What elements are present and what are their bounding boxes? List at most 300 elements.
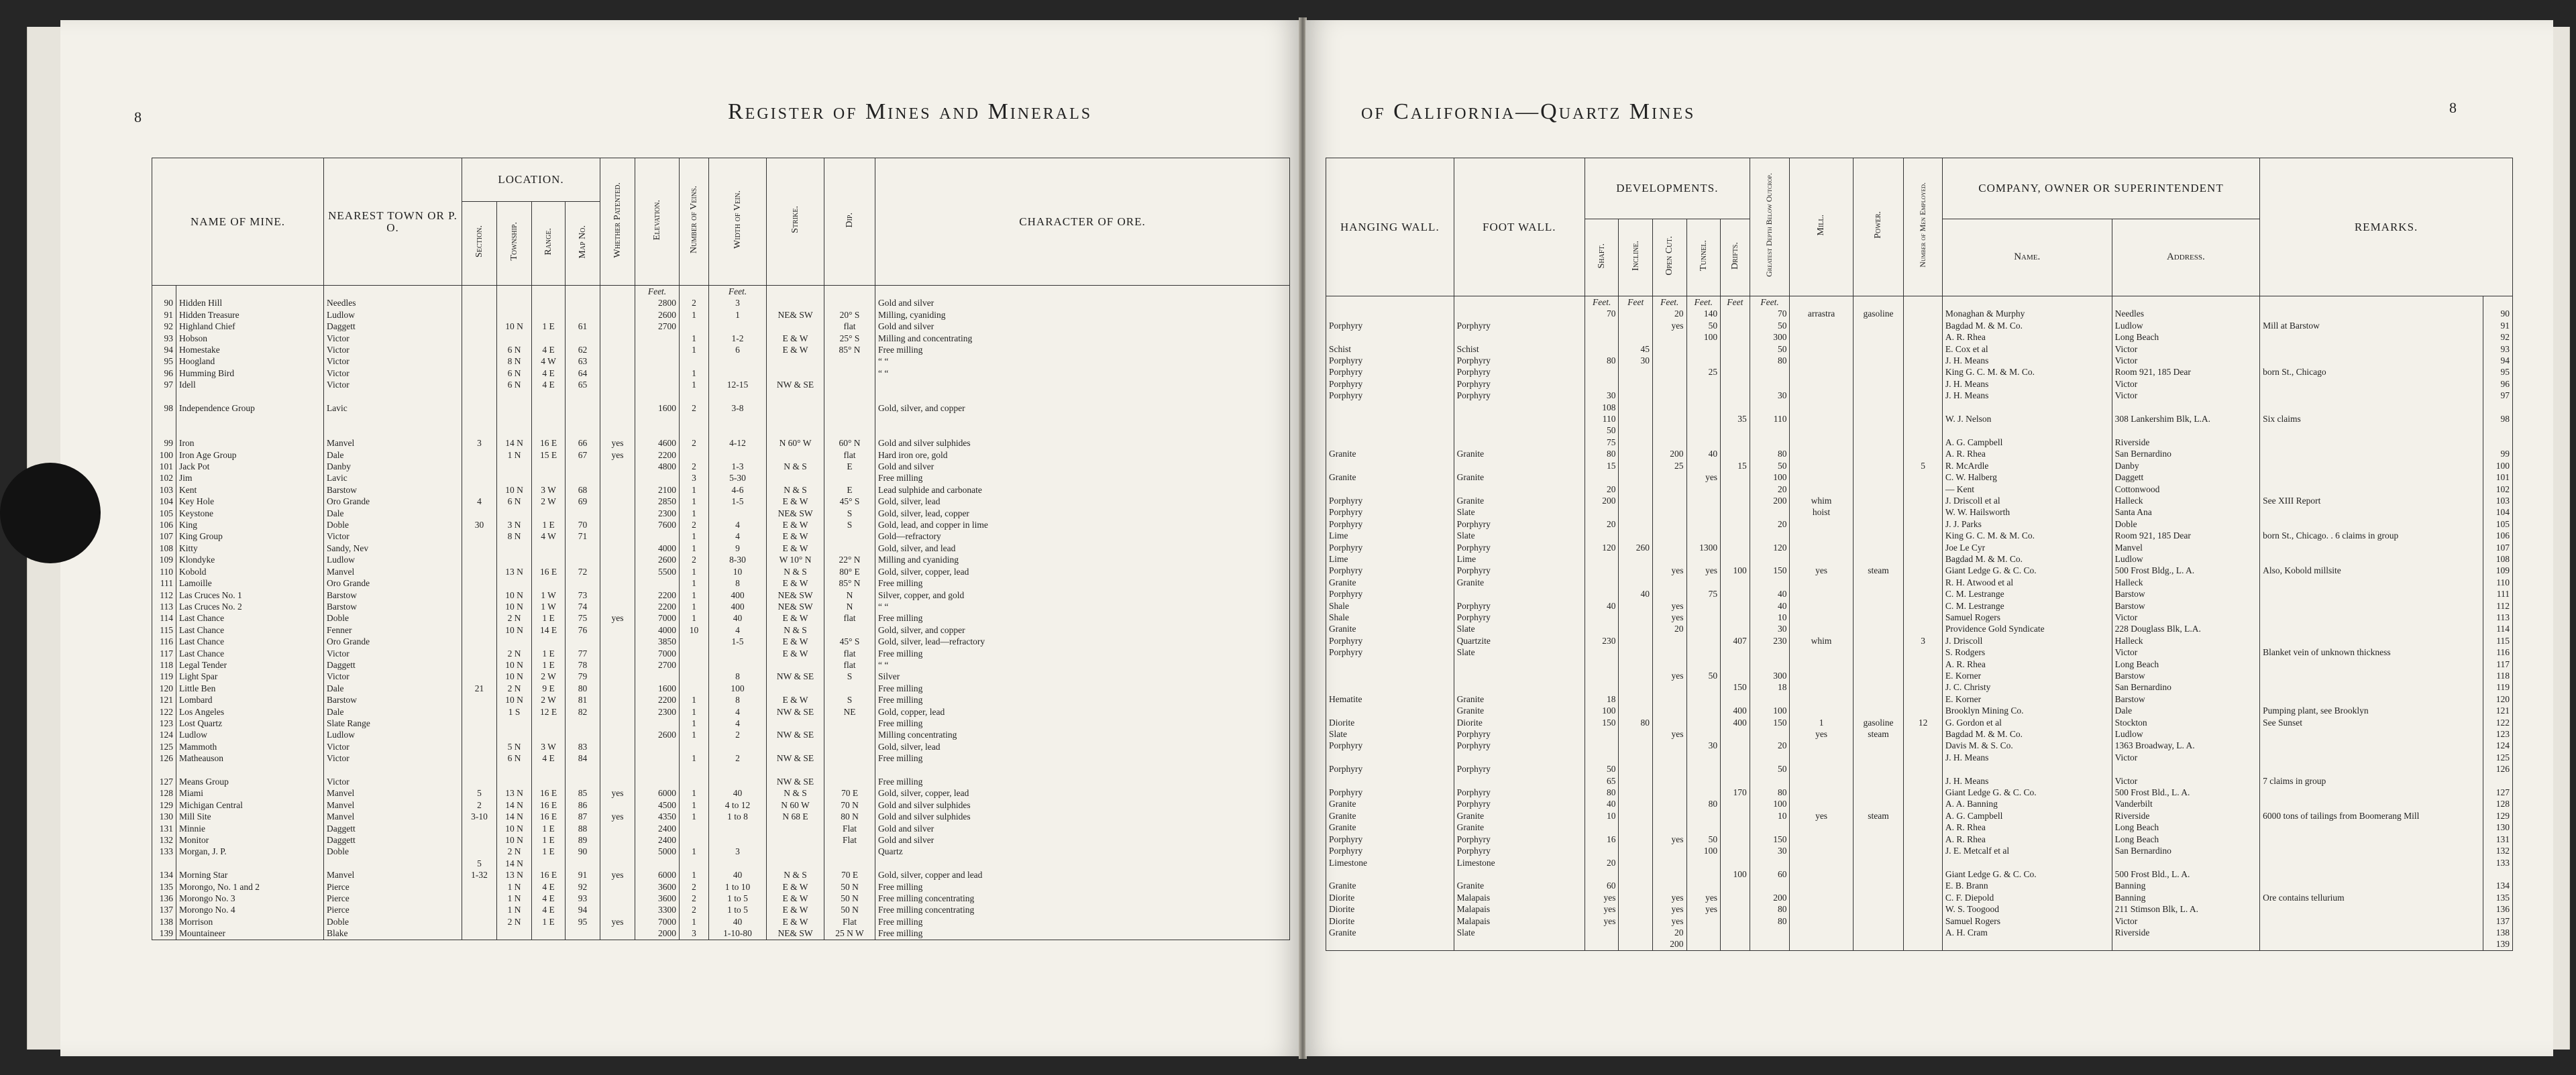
cell-mill xyxy=(1790,938,1853,950)
cell-incline xyxy=(1619,740,1653,751)
cell-mine-name: Kobold xyxy=(176,566,324,577)
cell-township xyxy=(497,927,532,940)
cell-power xyxy=(1853,927,1904,938)
cell-character-of-ore: Gold and silver sulphides xyxy=(875,437,1290,449)
cell-range: 4 W xyxy=(532,530,566,542)
cell-company-name: C. M. Lestrange xyxy=(1942,588,2112,600)
cell-row-number: 94 xyxy=(152,344,176,355)
cell-strike: N 60° W xyxy=(767,437,824,449)
cell-foot-wall xyxy=(1454,868,1585,880)
table-row xyxy=(1326,938,2513,950)
cell-remarks xyxy=(2260,448,2483,459)
cell-township xyxy=(497,765,532,776)
cell-vein-width: 1 to 5 xyxy=(709,904,767,915)
cell-mill xyxy=(1790,880,1853,891)
cell-shaft: 108 xyxy=(1585,402,1619,413)
cell-remarks xyxy=(2260,868,2483,880)
cell-foot-wall xyxy=(1454,588,1585,600)
cell-mine-name: Light Spar xyxy=(176,671,324,682)
cell-men-employed xyxy=(1904,798,1942,809)
cell-foot-wall: Porphyry xyxy=(1454,565,1585,576)
cell-incline xyxy=(1619,822,1653,833)
cell-foot-wall: Porphyry xyxy=(1454,740,1585,751)
cell-strike: E & W xyxy=(767,881,824,893)
cell-section: 5 xyxy=(462,787,497,799)
cell-incline xyxy=(1619,705,1653,716)
cell-open-cut: 200 xyxy=(1653,448,1687,459)
cell-foot-wall: Slate xyxy=(1454,506,1585,518)
cell-company-address: Ludlow xyxy=(2112,728,2260,740)
table-row xyxy=(1326,612,2513,623)
cell-mill xyxy=(1790,915,1853,927)
cell-nearest-town: Oro Grande xyxy=(324,636,462,647)
cell-nearest-town: Manvel xyxy=(324,437,462,449)
cell-nearest-town: Doble xyxy=(324,846,462,857)
cell-patented: yes xyxy=(600,869,635,881)
cell-strike: NE& SW xyxy=(767,601,824,612)
cell-row-number: 123 xyxy=(2483,728,2513,740)
cell-veins xyxy=(680,683,709,694)
cell-foot-wall: Porphyry xyxy=(1454,834,1585,845)
cell-map-no: 73 xyxy=(566,589,600,601)
cell-remarks xyxy=(2260,845,2483,856)
cell-veins xyxy=(680,321,709,332)
cell-vein-width: 2 xyxy=(709,752,767,764)
cell-township: 3 N xyxy=(497,519,532,530)
cell-tunnel xyxy=(1686,378,1721,390)
cell-row-number: 117 xyxy=(2483,659,2513,670)
table-row xyxy=(152,297,1290,308)
cell-dip xyxy=(824,414,875,425)
cell-mill xyxy=(1790,577,1853,588)
table-row xyxy=(152,636,1290,647)
cell-strike xyxy=(767,472,824,484)
col-power: Power. xyxy=(1853,158,1904,296)
cell-row-number: 134 xyxy=(152,869,176,881)
cell-drifts xyxy=(1721,553,1750,565)
cell-section xyxy=(462,846,497,857)
unit-open-cut: Feet. xyxy=(1653,296,1687,308)
cell-drifts: 150 xyxy=(1721,681,1750,693)
cell-hanging-wall xyxy=(1326,331,1454,343)
cell-nearest-town xyxy=(324,858,462,869)
cell-dip: 45° S xyxy=(824,496,875,507)
cell-range: 1 E xyxy=(532,846,566,857)
units-row xyxy=(1326,296,2513,308)
cell-open-cut xyxy=(1653,343,1687,355)
cell-patented xyxy=(600,472,635,484)
cell-incline xyxy=(1619,857,1653,868)
cell-map-no: 62 xyxy=(566,344,600,355)
cell-foot-wall: Granite xyxy=(1454,880,1585,891)
cell-hanging-wall: Slate xyxy=(1326,728,1454,740)
cell-hanging-wall: Diorite xyxy=(1326,892,1454,903)
cell-greatest-depth xyxy=(1750,402,1790,413)
cell-shaft: 100 xyxy=(1585,705,1619,716)
cell-row-number: 124 xyxy=(152,729,176,740)
cell-range: 16 E xyxy=(532,437,566,449)
cell-patented xyxy=(600,893,635,904)
cell-vein-width xyxy=(709,414,767,425)
cell-mine-name xyxy=(176,426,324,437)
cell-map-no xyxy=(566,636,600,647)
cell-open-cut xyxy=(1653,681,1687,693)
cell-veins: 1 xyxy=(680,729,709,740)
cell-dip: Flat xyxy=(824,823,875,834)
cell-section xyxy=(462,367,497,379)
cell-row-number: 112 xyxy=(152,589,176,601)
cell-strike: N & S xyxy=(767,484,824,496)
table-row xyxy=(1326,670,2513,681)
cell-hanging-wall: Lime xyxy=(1326,530,1454,541)
cell-power xyxy=(1853,495,1904,506)
cell-strike: NW & SE xyxy=(767,776,824,787)
cell-section xyxy=(462,355,497,367)
cell-range xyxy=(532,297,566,308)
cell-greatest-depth: 150 xyxy=(1750,717,1790,728)
cell-section xyxy=(462,461,497,472)
cell-hanging-wall: Porphyry xyxy=(1326,390,1454,401)
cell-vein-width: 40 xyxy=(709,869,767,881)
cell-remarks xyxy=(2260,471,2483,483)
cell-map-no xyxy=(566,543,600,554)
cell-company-address: Ludlow xyxy=(2112,320,2260,331)
cell-row-number: 120 xyxy=(152,683,176,694)
table-row xyxy=(1326,635,2513,646)
cell-remarks xyxy=(2260,553,2483,565)
cell-remarks xyxy=(2260,355,2483,366)
cell-township xyxy=(497,508,532,519)
table-row xyxy=(1326,542,2513,553)
cell-map-no xyxy=(566,729,600,740)
cell-strike: E & W xyxy=(767,694,824,705)
cell-patented: yes xyxy=(600,449,635,461)
cell-section: 30 xyxy=(462,519,497,530)
cell-row-number: 122 xyxy=(152,706,176,718)
cell-vein-width: 1 xyxy=(709,309,767,321)
cell-elevation: 2850 xyxy=(635,496,680,507)
cell-vein-width: 40 xyxy=(709,612,767,624)
cell-strike: E & W xyxy=(767,636,824,647)
cell-hanging-wall: Porphyry xyxy=(1326,834,1454,845)
cell-section xyxy=(462,706,497,718)
cell-foot-wall xyxy=(1454,413,1585,425)
cell-incline xyxy=(1619,612,1653,623)
cell-township: 14 N xyxy=(497,811,532,822)
cell-open-cut xyxy=(1653,646,1687,658)
cell-elevation: 2400 xyxy=(635,834,680,846)
table-row xyxy=(1326,623,2513,634)
cell-men-employed xyxy=(1904,787,1942,798)
cell-mill xyxy=(1790,366,1853,378)
cell-character-of-ore: Gold—refractory xyxy=(875,530,1290,542)
cell-men-employed xyxy=(1904,915,1942,927)
cell-power xyxy=(1853,822,1904,833)
cell-remarks xyxy=(2260,518,2483,530)
cell-strike xyxy=(767,765,824,776)
cell-shaft xyxy=(1585,343,1619,355)
cell-nearest-town: Danby xyxy=(324,461,462,472)
cell-patented xyxy=(600,741,635,752)
cell-nearest-town: Barstow xyxy=(324,601,462,612)
cell-remarks xyxy=(2260,915,2483,927)
cell-section: 5 xyxy=(462,858,497,869)
cell-township xyxy=(497,297,532,308)
cell-row-number: 90 xyxy=(2483,308,2513,319)
table-row xyxy=(1326,471,2513,483)
cell-mill xyxy=(1790,390,1853,401)
table-row xyxy=(152,321,1290,332)
cell-elevation: 2800 xyxy=(635,297,680,308)
table-row xyxy=(1326,693,2513,705)
cell-company-name: Bagdad M. & M. Co. xyxy=(1942,553,2112,565)
cell-strike xyxy=(767,391,824,402)
cell-vein-width: 1-5 xyxy=(709,496,767,507)
cell-power: steam xyxy=(1853,565,1904,576)
cell-greatest-depth: 100 xyxy=(1750,705,1790,716)
cell-row-number: 125 xyxy=(2483,752,2513,763)
cell-company-name: Davis M. & S. Co. xyxy=(1942,740,2112,751)
col-width: Width of Vein. xyxy=(709,158,767,286)
cell-section xyxy=(462,659,497,671)
mine-register-table-right xyxy=(1326,158,2513,951)
cell-character-of-ore: Gold, silver, copper and lead xyxy=(875,869,1290,881)
col-incline: Incline. xyxy=(1619,219,1653,296)
cell-section xyxy=(462,612,497,624)
cell-range xyxy=(532,858,566,869)
cell-township: 8 N xyxy=(497,355,532,367)
cell-dip: E xyxy=(824,461,875,472)
cell-township: 10 N xyxy=(497,834,532,846)
cell-remarks xyxy=(2260,437,2483,448)
cell-vein-width xyxy=(709,765,767,776)
cell-drifts: 400 xyxy=(1721,705,1750,716)
cell-section xyxy=(462,379,497,390)
cell-drifts xyxy=(1721,903,1750,915)
cell-mill xyxy=(1790,448,1853,459)
cell-nearest-town: Lavic xyxy=(324,402,462,414)
cell-elevation xyxy=(635,858,680,869)
cell-company-address xyxy=(2112,938,2260,950)
cell-tunnel xyxy=(1686,880,1721,891)
cell-character-of-ore xyxy=(875,858,1290,869)
cell-power xyxy=(1853,915,1904,927)
right-page-number: 8 xyxy=(2449,99,2457,116)
cell-incline: 80 xyxy=(1619,717,1653,728)
col-men-employed: Number of Men Employed. xyxy=(1904,158,1942,296)
cell-company-address xyxy=(2112,857,2260,868)
cell-veins xyxy=(680,834,709,846)
cell-nearest-town: Victor xyxy=(324,776,462,787)
cell-elevation: 2300 xyxy=(635,508,680,519)
cell-drifts xyxy=(1721,693,1750,705)
cell-power xyxy=(1853,471,1904,483)
cell-patented xyxy=(600,776,635,787)
cell-patented xyxy=(600,355,635,367)
cell-range: 4 E xyxy=(532,367,566,379)
cell-mine-name: Kent xyxy=(176,484,324,496)
cell-township xyxy=(497,718,532,729)
cell-elevation xyxy=(635,671,680,682)
table-row xyxy=(152,379,1290,390)
cell-character-of-ore: Gold and silver xyxy=(875,461,1290,472)
cell-power xyxy=(1853,880,1904,891)
cell-drifts xyxy=(1721,845,1750,856)
cell-dip: Flat xyxy=(824,834,875,846)
cell-shaft: yes xyxy=(1585,915,1619,927)
cell-greatest-depth: 80 xyxy=(1750,915,1790,927)
cell-patented xyxy=(600,309,635,321)
cell-incline xyxy=(1619,693,1653,705)
col-elevation: Elevation. xyxy=(635,158,680,286)
cell-section xyxy=(462,402,497,414)
cell-remarks xyxy=(2260,484,2483,495)
col-company-name: Name. xyxy=(1942,219,2112,296)
cell-tunnel xyxy=(1686,413,1721,425)
cell-strike xyxy=(767,426,824,437)
cell-section: 1-32 xyxy=(462,869,497,881)
cell-elevation: 2200 xyxy=(635,449,680,461)
cell-veins: 1 xyxy=(680,577,709,589)
cell-vein-width: 12-15 xyxy=(709,379,767,390)
cell-row-number: 131 xyxy=(2483,834,2513,845)
cell-company-name: R. H. Atwood et al xyxy=(1942,577,2112,588)
cell-veins: 1 xyxy=(680,752,709,764)
cell-strike: W 10° N xyxy=(767,554,824,565)
table-row xyxy=(152,904,1290,915)
cell-tunnel: yes xyxy=(1686,471,1721,483)
cell-power xyxy=(1853,834,1904,845)
cell-elevation xyxy=(635,741,680,752)
cell-mill xyxy=(1790,903,1853,915)
cell-tunnel xyxy=(1686,938,1721,950)
cell-range xyxy=(532,402,566,414)
cell-greatest-depth: 100 xyxy=(1750,471,1790,483)
table-row xyxy=(152,927,1290,940)
cell-men-employed xyxy=(1904,471,1942,483)
cell-dip xyxy=(824,741,875,752)
cell-patented xyxy=(600,799,635,811)
cell-strike: E & W xyxy=(767,648,824,659)
cell-township: 10 N xyxy=(497,823,532,834)
table-row xyxy=(1326,518,2513,530)
cell-remarks xyxy=(2260,834,2483,845)
cell-range: 16 E xyxy=(532,566,566,577)
cell-incline xyxy=(1619,308,1653,319)
cell-dip: E xyxy=(824,484,875,496)
cell-vein-width: 8 xyxy=(709,577,767,589)
cell-power xyxy=(1853,506,1904,518)
cell-patented xyxy=(600,554,635,565)
cell-company-address: Room 921, 185 Dear xyxy=(2112,366,2260,378)
cell-drifts xyxy=(1721,506,1750,518)
cell-shaft xyxy=(1585,506,1619,518)
unit-drifts: Feet xyxy=(1721,296,1750,308)
cell-mill xyxy=(1790,425,1853,436)
cell-vein-width xyxy=(709,834,767,846)
cell-foot-wall: Granite xyxy=(1454,471,1585,483)
cell-incline xyxy=(1619,366,1653,378)
cell-shaft: 110 xyxy=(1585,413,1619,425)
cell-incline xyxy=(1619,565,1653,576)
cell-tunnel xyxy=(1686,530,1721,541)
cell-nearest-town: Oro Grande xyxy=(324,496,462,507)
cell-open-cut xyxy=(1653,752,1687,763)
cell-drifts: 15 xyxy=(1721,460,1750,471)
cell-men-employed xyxy=(1904,506,1942,518)
cell-remarks xyxy=(2260,659,2483,670)
cell-remarks xyxy=(2260,343,2483,355)
cell-mine-name: Last Chance xyxy=(176,612,324,624)
cell-row-number: 92 xyxy=(152,321,176,332)
cell-dip: S xyxy=(824,519,875,530)
cell-character-of-ore: Gold, silver, lead, copper xyxy=(875,508,1290,519)
cell-company-name: King G. C. M. & M. Co. xyxy=(1942,366,2112,378)
cell-power xyxy=(1853,612,1904,623)
cell-dip: N xyxy=(824,601,875,612)
cell-drifts xyxy=(1721,600,1750,612)
cell-section xyxy=(462,823,497,834)
cell-map-no: 81 xyxy=(566,694,600,705)
cell-power xyxy=(1853,448,1904,459)
cell-company-address: Victor xyxy=(2112,915,2260,927)
cell-men-employed xyxy=(1904,588,1942,600)
cell-range: 2 W xyxy=(532,496,566,507)
cell-company-name: Giant Ledge G. & C. Co. xyxy=(1942,565,2112,576)
cell-mine-name: Hidden Treasure xyxy=(176,309,324,321)
cell-shaft: 50 xyxy=(1585,763,1619,775)
cell-dip: 80° E xyxy=(824,566,875,577)
cell-elevation: 6000 xyxy=(635,869,680,881)
cell-power xyxy=(1853,705,1904,716)
cell-veins: 3 xyxy=(680,472,709,484)
cell-vein-width xyxy=(709,367,767,379)
cell-mill xyxy=(1790,857,1853,868)
cell-company-name xyxy=(1942,425,2112,436)
cell-veins xyxy=(680,414,709,425)
cell-company-name: J. H. Means xyxy=(1942,355,2112,366)
cell-incline xyxy=(1619,938,1653,950)
cell-men-employed xyxy=(1904,845,1942,856)
cell-nearest-town: Pierce xyxy=(324,904,462,915)
cell-nearest-town: Victor xyxy=(324,333,462,344)
cell-veins: 2 xyxy=(680,297,709,308)
cell-character-of-ore: Free milling xyxy=(875,881,1290,893)
cell-section xyxy=(462,554,497,565)
cell-township xyxy=(497,554,532,565)
cell-foot-wall: Porphyry xyxy=(1454,355,1585,366)
col-drifts: Drifts. xyxy=(1721,219,1750,296)
cell-range xyxy=(532,508,566,519)
cell-men-employed xyxy=(1904,903,1942,915)
cell-vein-width xyxy=(709,823,767,834)
cell-company-address: Ludlow xyxy=(2112,553,2260,565)
col-open-cut: Open Cut. xyxy=(1653,219,1687,296)
cell-shaft: 15 xyxy=(1585,460,1619,471)
cell-strike xyxy=(767,834,824,846)
cell-map-no: 82 xyxy=(566,706,600,718)
cell-mine-name: Morning Star xyxy=(176,869,324,881)
table-row xyxy=(152,355,1290,367)
cell-patented xyxy=(600,508,635,519)
cell-open-cut xyxy=(1653,366,1687,378)
cell-tunnel xyxy=(1686,868,1721,880)
cell-row-number: 106 xyxy=(152,519,176,530)
cell-open-cut xyxy=(1653,740,1687,751)
cell-men-employed xyxy=(1904,355,1942,366)
cell-incline xyxy=(1619,880,1653,891)
cell-drifts xyxy=(1721,495,1750,506)
